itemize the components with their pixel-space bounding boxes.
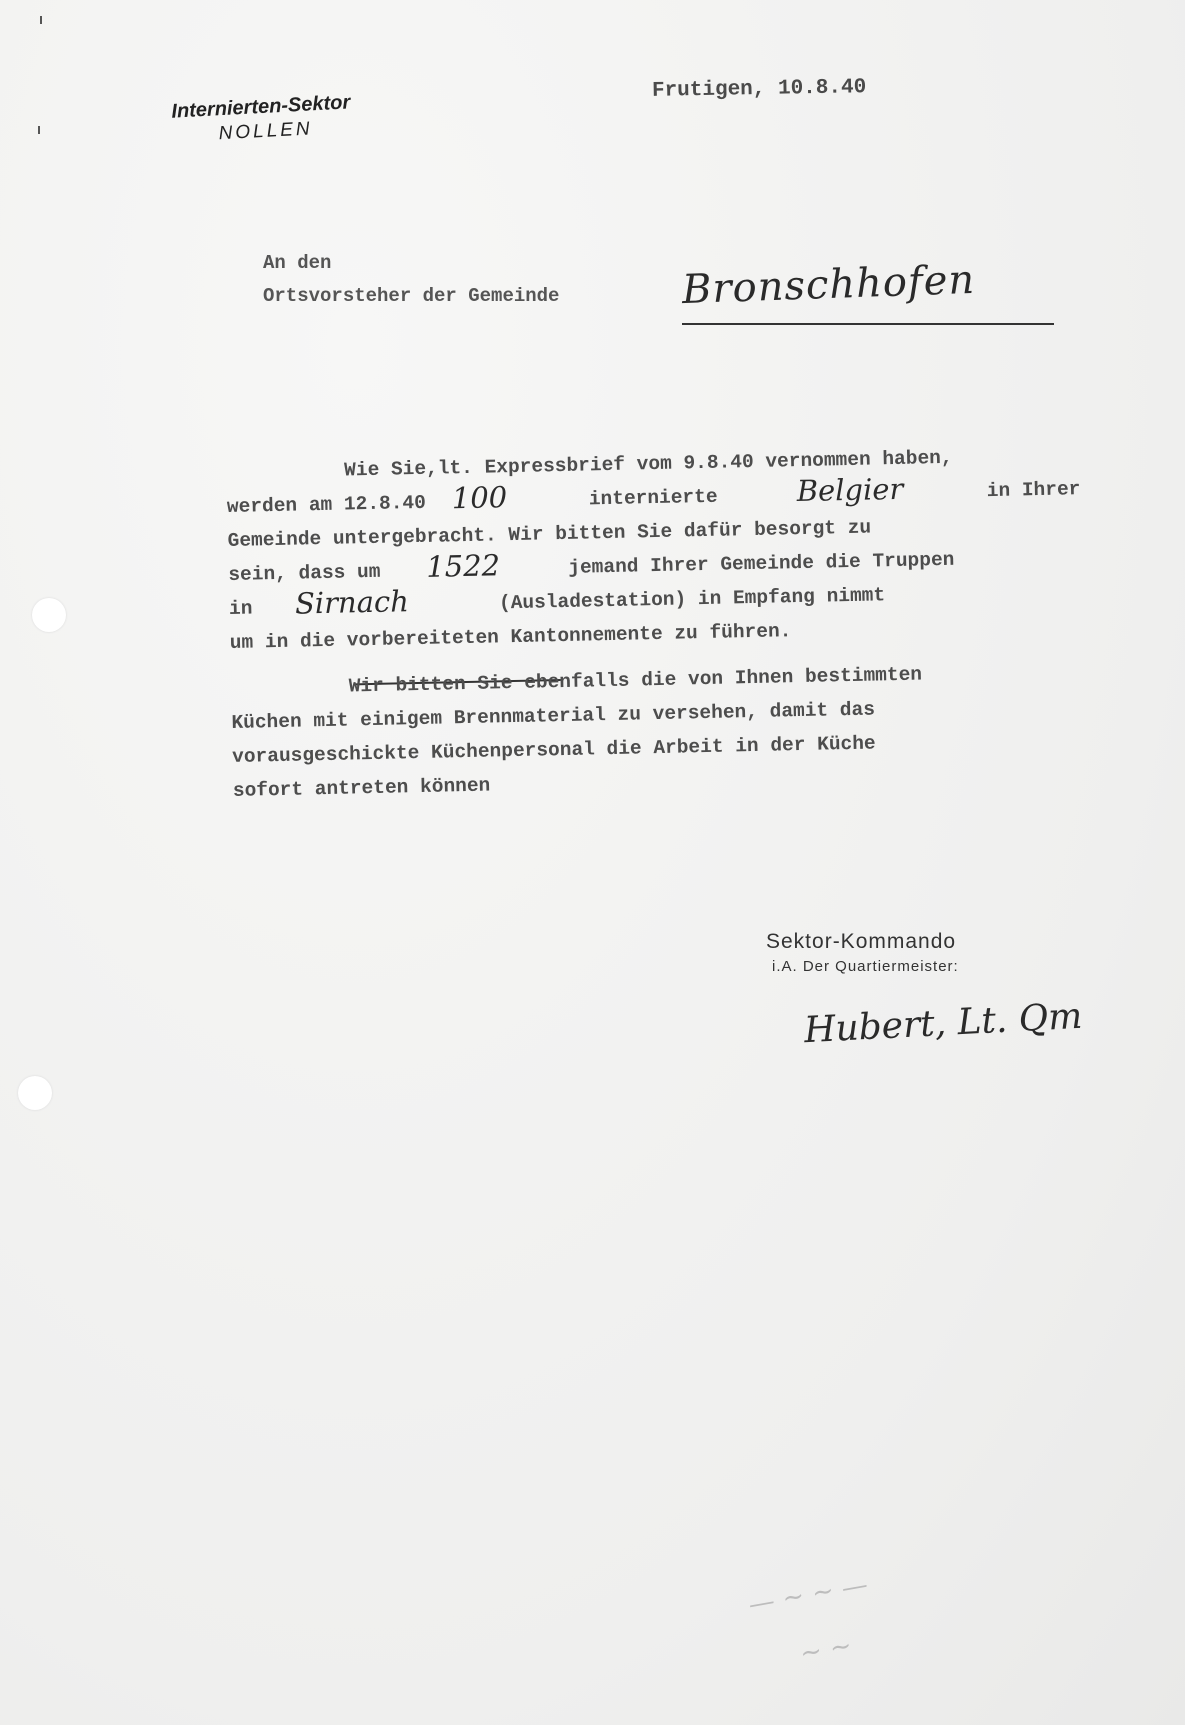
signature-title: i.A. Der Quartiermeister: [772,958,959,975]
edge-mark [38,126,40,134]
recipient-address [263,252,559,318]
body-line: Küchen mit einigem Brennmaterial zu versehen, damit das [231,698,876,734]
address-underline [682,323,1054,325]
handwritten-count: 100 [451,480,508,516]
punch-hole [32,598,66,632]
handwritten-nationality: Belgier [796,471,904,509]
body-text: jemand Ihrer Gemeinde die Truppen [568,548,955,579]
signature-unit: Sektor-Kommando [766,930,957,953]
body-text: sein, dass um [228,560,381,586]
body-text: werden am 12.8.40 [226,491,427,518]
handwritten-signature: Hubert, Lt. Qm [803,995,1084,1052]
pencil-marks: ~ ~ [797,1630,855,1670]
handwritten-station: Sirnach [294,584,410,621]
signature-stamp [766,930,959,975]
organization-name: Internierten-Sektor [170,91,351,123]
handwritten-time: 1522 [425,548,501,584]
punch-hole [18,1076,52,1110]
organization-location: NOLLEN [218,118,314,145]
letter-body [226,444,1113,814]
address-line-1: An den [263,252,332,274]
body-line: um in die vorbereiteten Kantonnemente zu führen. [229,620,792,654]
body-line: sofort antreten können [232,774,491,802]
pencil-marks: — ~ ~ — [746,1569,871,1621]
body-line: Gemeinde untergebracht. Wir bitten Sie dafür besorgt zu [227,516,872,552]
handwritten-municipality: Bronschhofen [681,256,976,314]
body-line: Wie Sie,lt. Expressbrief vom 9.8.40 vernommen haben, [343,446,953,482]
body-line: vorausgeschickte Küchenpersonal die Arbeit in der Küche [231,732,876,768]
body-text: (Ausladestation) in Empfang nimmt [498,584,886,615]
letter-date: Frutigen, 10.8.40 [651,76,867,103]
body-text: in Ihrer [986,478,1081,503]
body-text: in [228,597,253,620]
edge-mark [40,16,42,24]
body-line: Wir bitten Sie ebenfalls die von Ihnen bestimmten [348,663,923,698]
body-text: internierte [588,485,718,511]
organization-stamp [171,91,352,147]
address-line-2: Ortsvorsteher der Gemeinde [263,285,560,307]
